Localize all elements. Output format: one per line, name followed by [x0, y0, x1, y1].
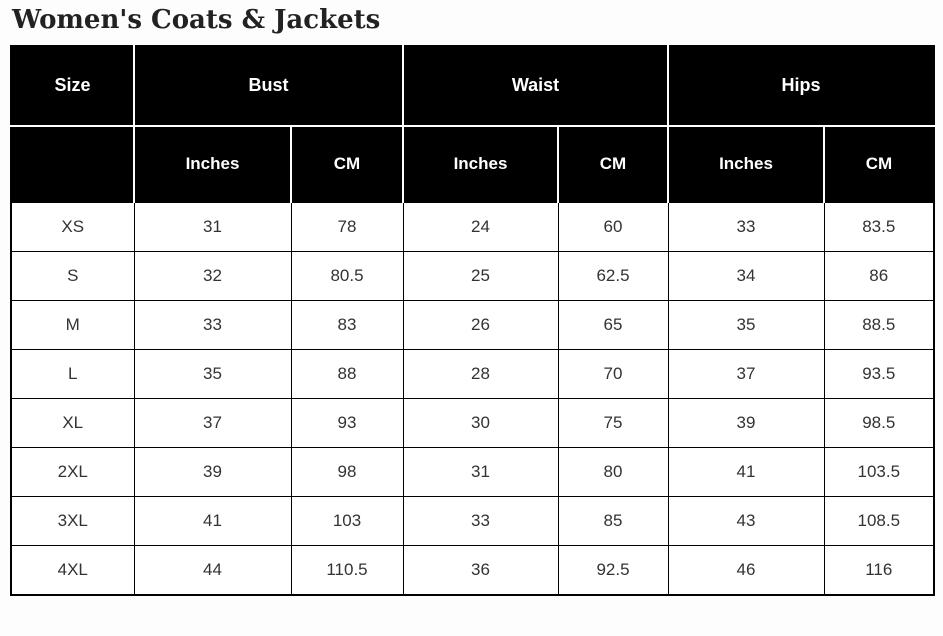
hips-cm-cell: 86 [824, 252, 934, 301]
header-size-spacer [11, 126, 134, 203]
waist-cm-cell: 92.5 [558, 546, 668, 595]
header-units-row [11, 126, 934, 203]
waist-cm-cell: 85 [558, 497, 668, 546]
hips-cm-cell: 98.5 [824, 399, 934, 448]
page-title: Women's Coats & Jackets [12, 5, 381, 35]
size-chart-table [10, 45, 935, 596]
hips-cm-cell: 93.5 [824, 350, 934, 399]
bust-cm-cell: 98 [291, 448, 403, 497]
header-waist-inches: Inches [403, 126, 558, 203]
table-row [11, 301, 934, 350]
header-waist: Waist [403, 46, 668, 126]
waist-cm-cell: 75 [558, 399, 668, 448]
size-cell: XL [11, 399, 134, 448]
bust-inches-cell: 32 [134, 252, 291, 301]
size-cell: L [11, 350, 134, 399]
hips-inches-cell: 33 [668, 203, 824, 252]
bust-inches-cell: 31 [134, 203, 291, 252]
hips-inches-cell: 43 [668, 497, 824, 546]
table-row [11, 448, 934, 497]
waist-inches-cell: 28 [403, 350, 558, 399]
header-size: Size [11, 46, 134, 126]
waist-inches-cell: 31 [403, 448, 558, 497]
size-cell: 2XL [11, 448, 134, 497]
waist-cm-cell: 65 [558, 301, 668, 350]
table-row [11, 203, 934, 252]
header-bust-cm: CM [291, 126, 403, 203]
size-cell: 4XL [11, 546, 134, 595]
table-header [11, 46, 934, 203]
hips-inches-cell: 41 [668, 448, 824, 497]
header-hips-cm: CM [824, 126, 934, 203]
table-row [11, 350, 934, 399]
bust-inches-cell: 41 [134, 497, 291, 546]
table-body [11, 203, 934, 595]
bust-inches-cell: 44 [134, 546, 291, 595]
table-row [11, 252, 934, 301]
header-hips: Hips [668, 46, 934, 126]
bust-cm-cell: 80.5 [291, 252, 403, 301]
header-bust-inches: Inches [134, 126, 291, 203]
size-cell: S [11, 252, 134, 301]
hips-inches-cell: 37 [668, 350, 824, 399]
bust-cm-cell: 103 [291, 497, 403, 546]
size-cell: XS [11, 203, 134, 252]
header-hips-inches: Inches [668, 126, 824, 203]
bust-cm-cell: 88 [291, 350, 403, 399]
waist-inches-cell: 25 [403, 252, 558, 301]
bust-inches-cell: 37 [134, 399, 291, 448]
table-row [11, 399, 934, 448]
waist-cm-cell: 62.5 [558, 252, 668, 301]
hips-cm-cell: 108.5 [824, 497, 934, 546]
bust-cm-cell: 78 [291, 203, 403, 252]
bust-inches-cell: 39 [134, 448, 291, 497]
hips-cm-cell: 88.5 [824, 301, 934, 350]
waist-inches-cell: 33 [403, 497, 558, 546]
table-row [11, 497, 934, 546]
waist-cm-cell: 60 [558, 203, 668, 252]
hips-cm-cell: 103.5 [824, 448, 934, 497]
waist-cm-cell: 70 [558, 350, 668, 399]
waist-inches-cell: 26 [403, 301, 558, 350]
bust-cm-cell: 83 [291, 301, 403, 350]
waist-cm-cell: 80 [558, 448, 668, 497]
hips-inches-cell: 39 [668, 399, 824, 448]
bust-inches-cell: 35 [134, 350, 291, 399]
hips-cm-cell: 83.5 [824, 203, 934, 252]
header-group-row [11, 46, 934, 126]
header-bust: Bust [134, 46, 403, 126]
header-waist-cm: CM [558, 126, 668, 203]
hips-inches-cell: 34 [668, 252, 824, 301]
bust-cm-cell: 110.5 [291, 546, 403, 595]
bust-cm-cell: 93 [291, 399, 403, 448]
waist-inches-cell: 30 [403, 399, 558, 448]
waist-inches-cell: 36 [403, 546, 558, 595]
size-cell: 3XL [11, 497, 134, 546]
bust-inches-cell: 33 [134, 301, 291, 350]
table-row [11, 546, 934, 595]
hips-inches-cell: 35 [668, 301, 824, 350]
hips-cm-cell: 116 [824, 546, 934, 595]
waist-inches-cell: 24 [403, 203, 558, 252]
size-cell: M [11, 301, 134, 350]
hips-inches-cell: 46 [668, 546, 824, 595]
